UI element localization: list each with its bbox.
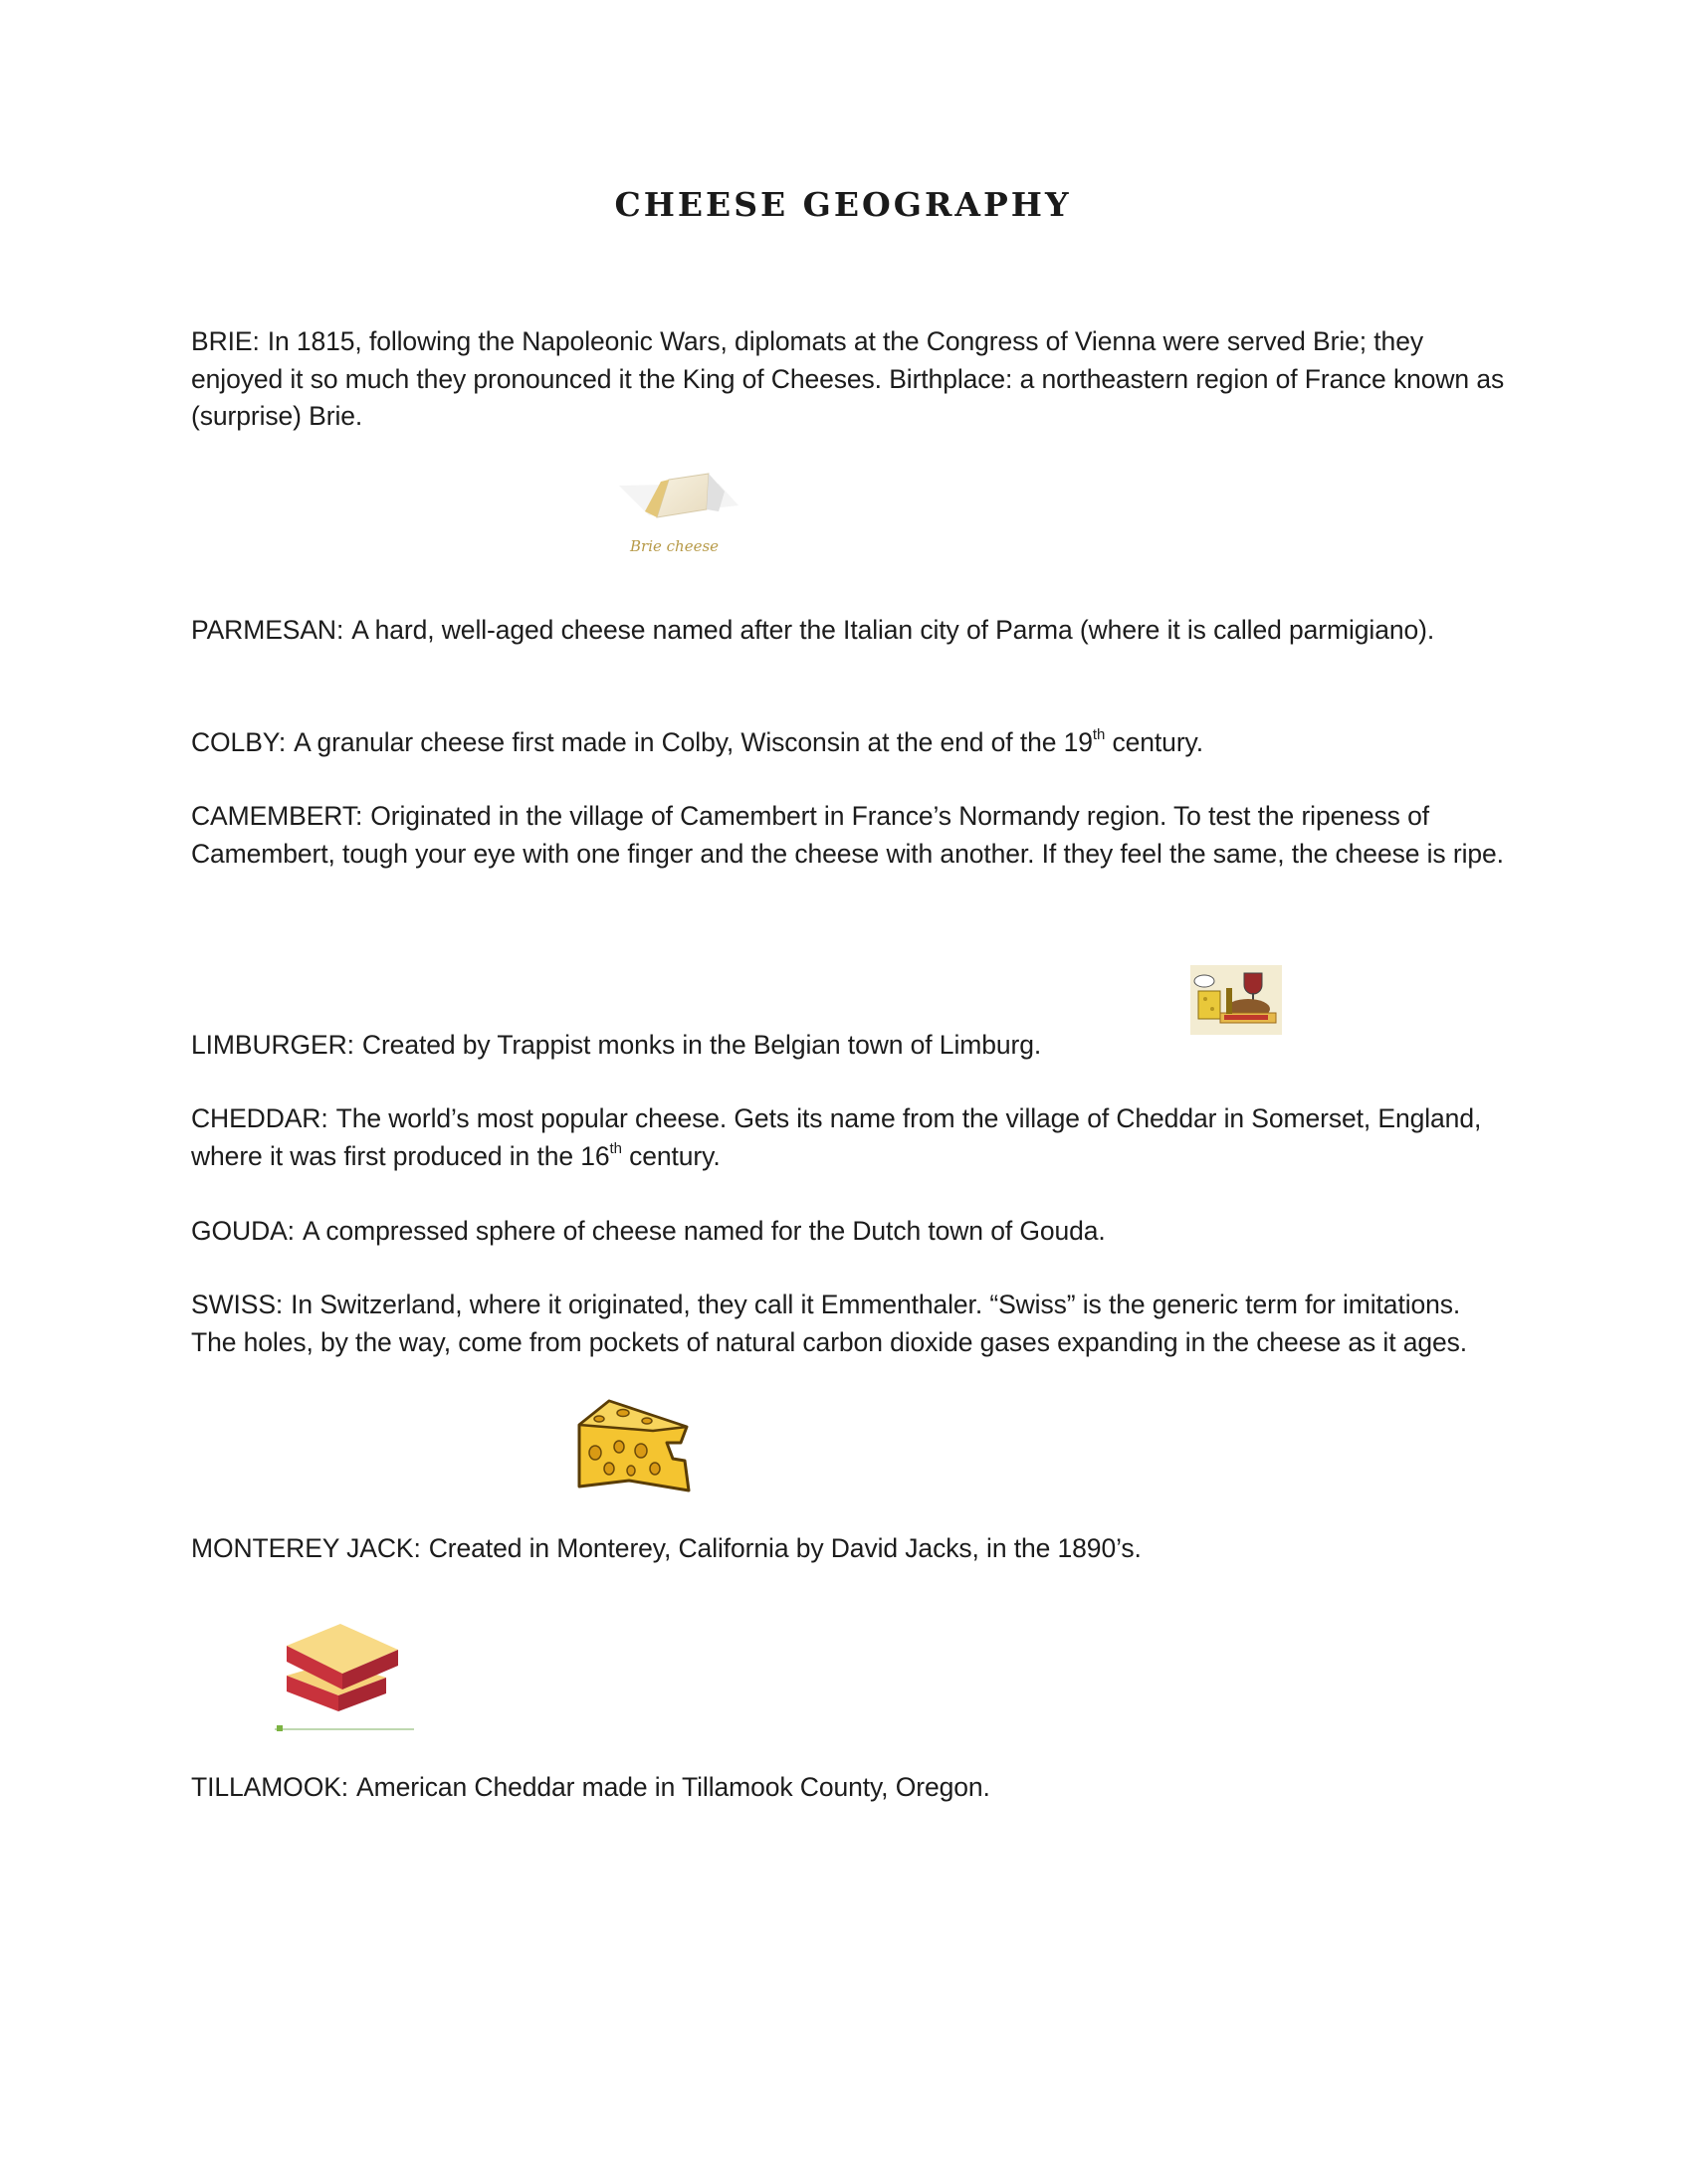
entry-label: BRIE: xyxy=(191,326,260,356)
entry-text: Originated in the village of Camembert in France’s Normandy region. To test the ripeness of Camembert, tough your eye with one finger and the cheese with another. If they feel the same, the cheese is ripe. xyxy=(191,801,1504,869)
brie-caption: Brie cheese xyxy=(630,537,720,555)
entry-text: Created in Monterey, California by David Jacks, in the 1890’s. xyxy=(428,1533,1142,1563)
entry-monterey-jack xyxy=(191,1530,1505,1568)
ordinal-suffix: th xyxy=(1092,726,1106,744)
limburger-clipart-image xyxy=(1190,965,1282,1035)
entry-label: COLBY: xyxy=(191,727,287,757)
entry-text-cont: century. xyxy=(1105,727,1203,757)
entry-colby xyxy=(191,724,1505,762)
entry-camembert xyxy=(191,798,1505,873)
entry-gouda xyxy=(191,1213,1505,1251)
entry-text: A granular cheese first made in Colby, Wisconsin at the end of the 19 xyxy=(294,727,1093,757)
entry-text: A hard, well-aged cheese named after the Italian city of Parma (where it is called parmigiano). xyxy=(351,615,1435,645)
entry-label: PARMESAN: xyxy=(191,615,344,645)
entry-cheddar xyxy=(191,1100,1505,1175)
entry-text: In Switzerland, where it originated, they call it Emmenthaler. “Swiss” is the generic term for imitations. The holes, by the way, come from pockets of natural carbon dioxide gases expanding in the cheese as it ages. xyxy=(191,1290,1468,1357)
entry-text: American Cheddar made in Tillamook County, Oregon. xyxy=(356,1772,990,1802)
entry-text: The world’s most popular cheese. Gets its name from the village of Cheddar in Somerset, England, where it was first produced in the 16 xyxy=(191,1103,1482,1171)
entry-label: SWISS: xyxy=(191,1290,284,1319)
entry-text: A compressed sphere of cheese named for the Dutch town of Gouda. xyxy=(302,1216,1106,1246)
page-title: CHEESE GEOGRAPHY xyxy=(614,185,1072,224)
entry-text: Created by Trappist monks in the Belgian town of Limburg. xyxy=(361,1030,1042,1060)
entry-label: LIMBURGER: xyxy=(191,1030,354,1060)
entry-label: TILLAMOOK: xyxy=(191,1772,349,1802)
entry-brie xyxy=(191,323,1505,436)
entry-swiss xyxy=(191,1287,1505,1361)
entry-text: In 1815, following the Napoleonic Wars, diplomats at the Congress of Vienna were served Brie; they enjoyed it so much they pronounced it the King of Cheeses. Birthplace: a northeastern region of France known as (surprise) Brie. xyxy=(191,326,1505,431)
entry-parmesan xyxy=(191,612,1505,650)
cheddar-slices-image xyxy=(275,1612,414,1735)
brie-cheese-image xyxy=(609,466,748,535)
ordinal-suffix: th xyxy=(609,1139,622,1157)
entry-label: CHEDDAR: xyxy=(191,1103,328,1133)
entry-label: CAMEMBERT: xyxy=(191,801,363,831)
entry-limburger xyxy=(191,1027,1505,1065)
entry-text-cont: century. xyxy=(621,1140,721,1171)
entry-tillamook xyxy=(191,1769,1505,1807)
entry-label: MONTEREY JACK: xyxy=(191,1533,421,1563)
swiss-cheese-image xyxy=(569,1395,699,1496)
entry-label: GOUDA: xyxy=(191,1216,295,1246)
